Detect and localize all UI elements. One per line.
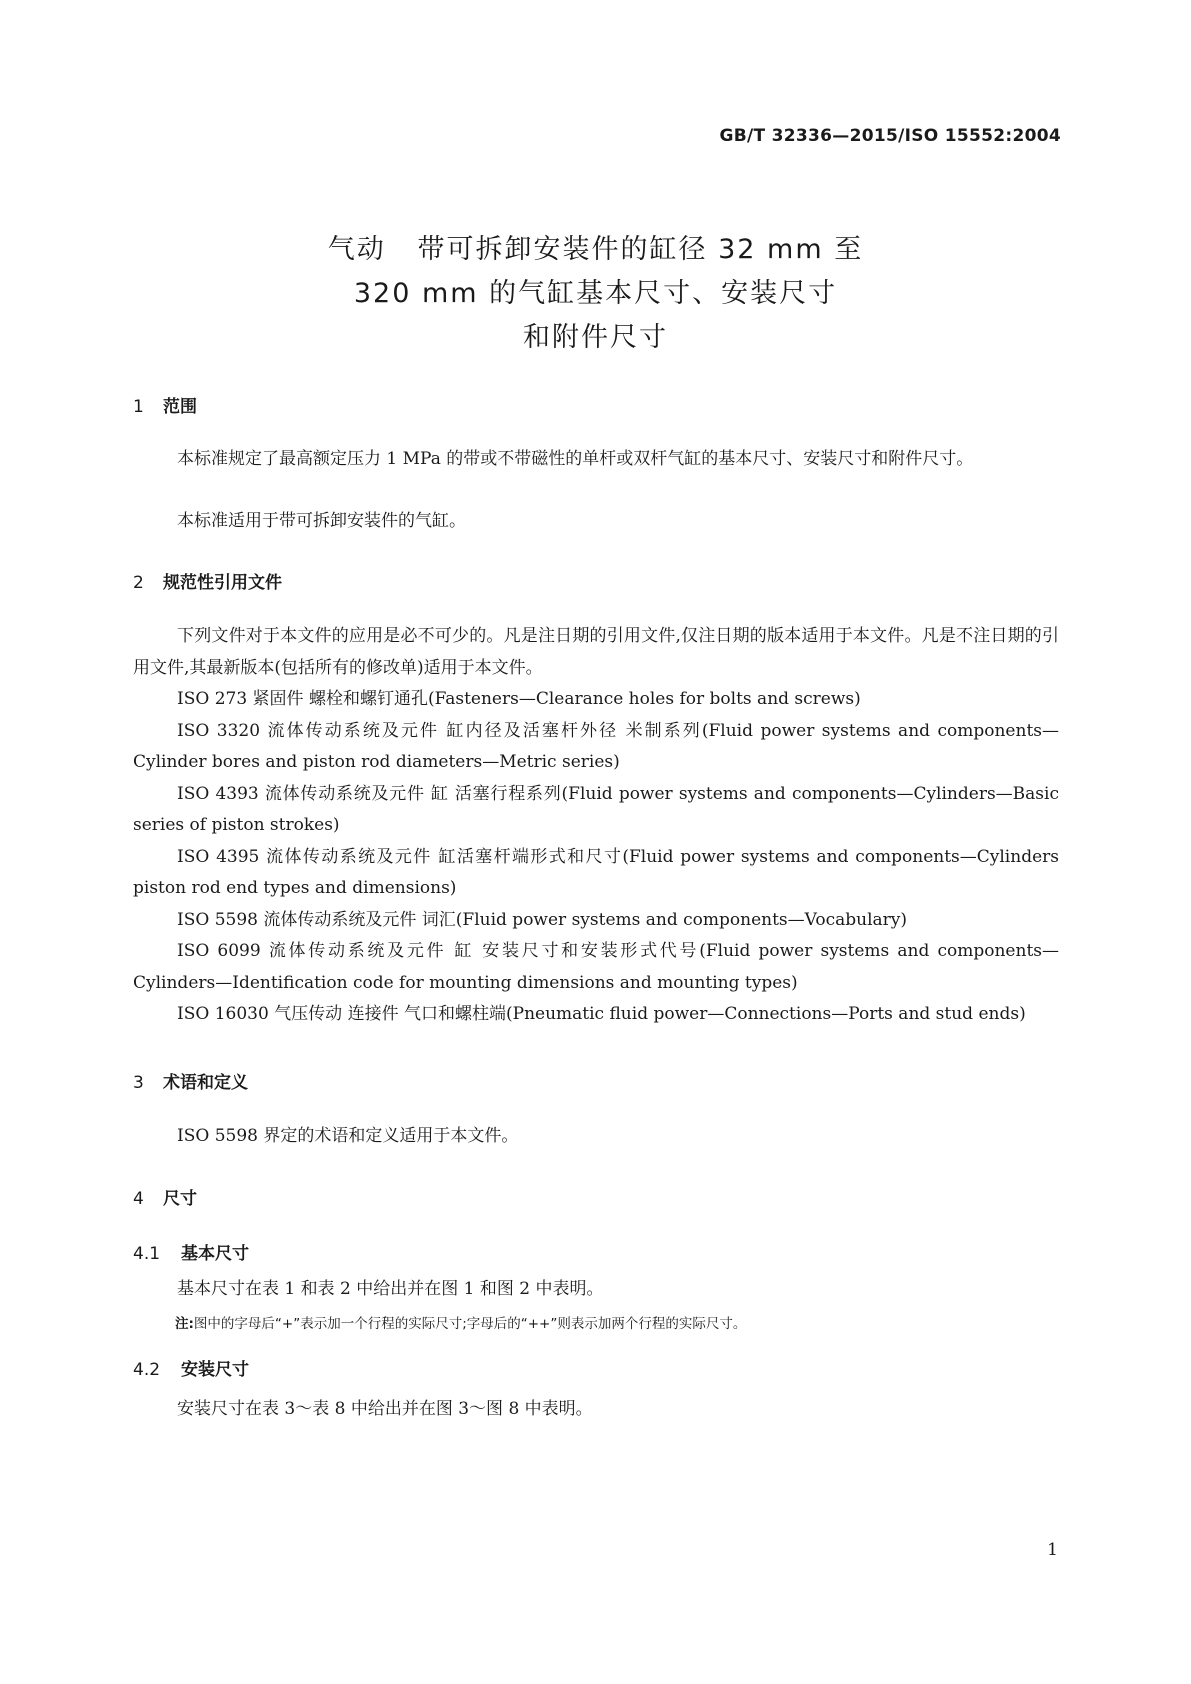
reference-item: ISO 4395 流体传动系统及元件 缸活塞杆端形式和尺寸(Fluid power systems and components—Cylinders piston rod end types and dimensions)	[133, 846, 1059, 898]
title-line-2: 320 mm 的气缸基本尺寸、安装尺寸	[353, 278, 838, 309]
document-title	[0, 228, 1191, 360]
section-title: 规范性引用文件	[163, 573, 282, 593]
standard-code: GB/T 32336—2015/ISO 15552:2004	[719, 126, 1061, 146]
section-title: 安装尺寸	[181, 1360, 249, 1380]
section-number: 4.1	[133, 1244, 161, 1264]
references-intro: 下列文件对于本文件的应用是必不可少的。凡是注日期的引用文件,仅注日期的版本适用于本文件。凡是不注日期的引用文件,其最新版本(包括所有的修改单)适用于本文件。	[133, 626, 1059, 678]
reference-item: ISO 4393 流体传动系统及元件 缸 活塞行程系列(Fluid power systems and components—Cylinders—Basic series of piston strokes)	[133, 783, 1059, 835]
references-block	[133, 621, 1059, 1031]
section-4-2-heading	[133, 1355, 249, 1380]
reference-item: ISO 6099 流体传动系统及元件 缸 安装尺寸和安装形式代号(Fluid power systems and components—Cylinders—Identification code for mounting dimensions and mounting types)	[133, 941, 1059, 993]
section-1-paragraph-1: 本标准规定了最高额定压力 1 MPa 的带或不带磁性的单杆或双杆气缸的基本尺寸、安装尺寸和附件尺寸。	[177, 449, 974, 469]
section-4-heading	[133, 1184, 197, 1209]
section-4-1-heading	[133, 1239, 249, 1264]
section-number: 4.2	[133, 1360, 161, 1380]
section-4-2-paragraph: 安装尺寸在表 3～表 8 中给出并在图 3～图 8 中表明。	[177, 1399, 593, 1419]
section-1-paragraph-2: 本标准适用于带可拆卸安装件的气缸。	[177, 511, 466, 531]
reference-item: ISO 3320 流体传动系统及元件 缸内径及活塞杆外径 米制系列(Fluid power systems and components—Cylinder bores and piston rod diameters—Metric series)	[133, 720, 1059, 772]
note-text: 图中的字母后“+”表示加一个行程的实际尺寸;字母后的“++”则表示加两个行程的实际尺寸。	[193, 1316, 747, 1332]
section-title: 基本尺寸	[181, 1244, 249, 1264]
note-label: 注:	[175, 1316, 194, 1332]
section-3-heading	[133, 1068, 248, 1093]
section-title: 术语和定义	[163, 1073, 248, 1093]
section-number: 2	[133, 573, 144, 593]
section-number: 1	[133, 397, 144, 417]
reference-item: ISO 5598 流体传动系统及元件 词汇(Fluid power systems and components—Vocabulary)	[177, 909, 908, 930]
section-number: 3	[133, 1073, 144, 1093]
section-4-1-paragraph: 基本尺寸在表 1 和表 2 中给出并在图 1 和图 2 中表明。	[177, 1279, 604, 1299]
title-line-1: 气动 带可拆卸安装件的缸径 32 mm 至	[327, 234, 864, 265]
section-number: 4	[133, 1189, 144, 1209]
reference-item: ISO 273 紧固件 螺栓和螺钉通孔(Fasteners—Clearance holes for bolts and screws)	[177, 689, 861, 709]
section-2-heading	[133, 568, 282, 593]
page-number: 1	[1047, 1540, 1058, 1560]
section-title: 尺寸	[163, 1189, 197, 1209]
section-1-heading	[133, 392, 197, 417]
section-4-1-note	[175, 1312, 746, 1332]
reference-item: ISO 16030 气压传动 连接件 气口和螺柱端(Pneumatic fluid power—Connections—Ports and stud ends)	[177, 1004, 1026, 1024]
title-line-3: 和附件尺寸	[523, 322, 668, 353]
section-title: 范围	[163, 397, 197, 417]
section-3-paragraph: ISO 5598 界定的术语和定义适用于本文件。	[177, 1126, 519, 1146]
